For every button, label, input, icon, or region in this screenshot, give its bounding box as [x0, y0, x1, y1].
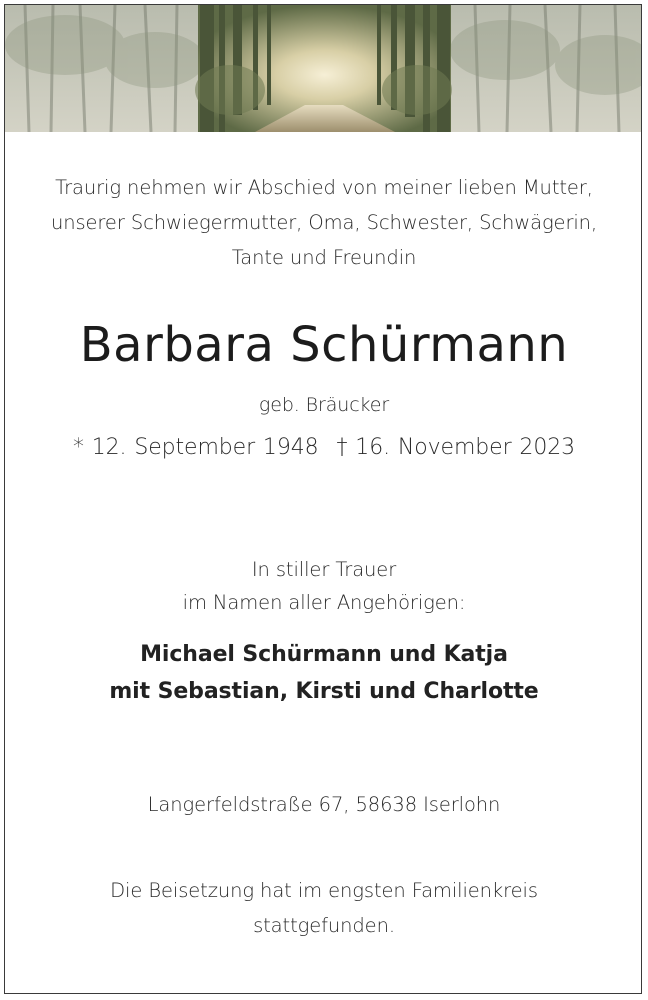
birth-date: * 12. September 1948 [72, 435, 319, 460]
intro-line: Tante und Freundin [231, 246, 417, 269]
maiden-name: geb. Bräucker [258, 394, 390, 416]
intro-text [0, 170, 648, 275]
intro-line: unserer Schwiegermutter, Oma, Schwester, Schwägerin, [50, 211, 598, 234]
forest-path-banner-image [5, 5, 641, 132]
mourning-text [0, 553, 648, 619]
family-line: mit Sebastian, Kirsti und Charlotte [109, 679, 539, 704]
family-names [0, 636, 648, 710]
funeral-note [0, 873, 648, 943]
note-line: stattgefunden. [253, 914, 395, 937]
mourning-line: In stiller Trauer [251, 558, 397, 581]
deceased-name: Barbara Schürmann [79, 317, 569, 373]
mourning-line: im Namen aller Angehörigen: [182, 591, 466, 614]
obituary-frame [4, 4, 642, 994]
death-date: † 16. November 2023 [336, 435, 576, 460]
intro-line: Traurig nehmen wir Abschied von meiner lieben Mutter, [55, 176, 593, 199]
note-line: Die Beisetzung hat im engsten Familienkreis [110, 879, 538, 902]
family-line: Michael Schürmann und Katja [140, 642, 508, 667]
address: Langerfeldstraße 67, 58638 Iserlohn [147, 793, 501, 816]
life-dates [0, 433, 648, 463]
